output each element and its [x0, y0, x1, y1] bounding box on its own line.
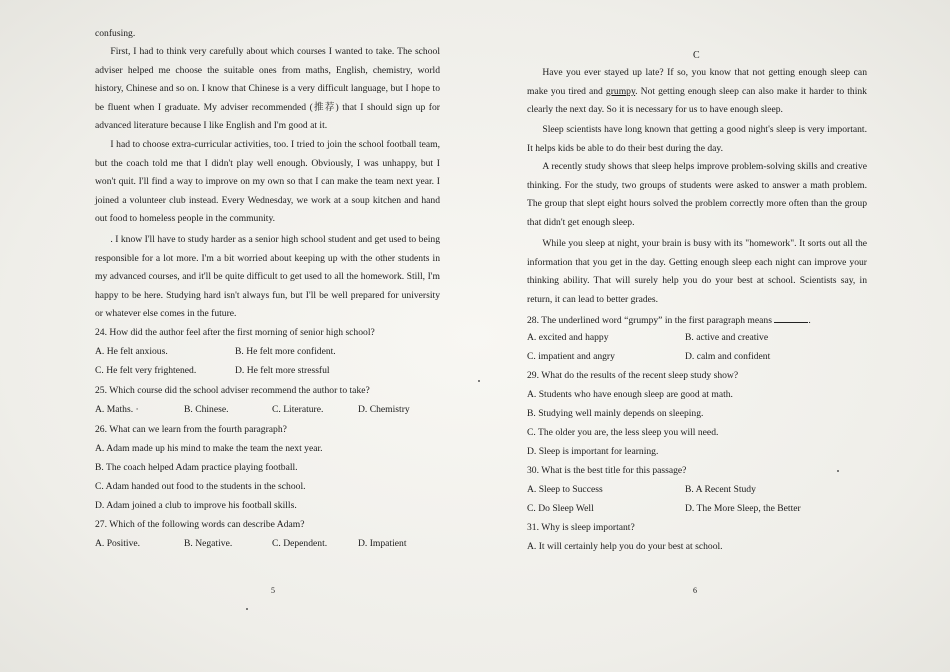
- top-fragment: confusing.: [95, 28, 136, 39]
- question-30: 30. What is the best title for this passage?: [527, 465, 687, 476]
- option-24c: C. He felt very frightened.: [95, 365, 197, 376]
- question-28-stem: 28. The underlined word “grumpy” in the first paragraph means: [527, 315, 772, 326]
- option-24d: D. He felt more stressful: [235, 365, 330, 376]
- option-25b: B. Chinese.: [184, 404, 229, 415]
- paragraph-homework: While you sleep at night, your brain is busy with its "homework". It sorts out all the information that you get in the day. Getting enough sleep each night can improve your thinking ability. That will surely help you do your best at school. Scientists say, in return, it can lead to better grades.: [527, 238, 867, 305]
- option-30a: A. Sleep to Success: [527, 484, 603, 495]
- option-28a: A. excited and happy: [527, 332, 609, 343]
- option-28c: C. impatient and angry: [527, 351, 615, 362]
- option-31a: A. It will certainly help you do your best at school.: [527, 541, 723, 552]
- question-31: 31. Why is sleep important?: [527, 522, 635, 533]
- scan-speck: [837, 470, 839, 472]
- paragraph-intro: [527, 64, 867, 120]
- option-25c: C. Literature.: [272, 404, 324, 415]
- paragraph-study: A recently study shows that sleep helps improve problem-solving skills and creative thinking. For the study, two groups of students were asked to answer a math problem. The group that slept eight hours solved the problem correctly more often than the group that didn't get enough sleep.: [527, 161, 867, 228]
- underlined-word: grumpy: [605, 85, 636, 97]
- option-30b: B. A Recent Study: [685, 484, 756, 495]
- section-letter: C: [693, 50, 700, 61]
- option-30c: C. Do Sleep Well: [527, 503, 594, 514]
- option-25a: A. Maths. ·: [95, 404, 139, 415]
- paragraph-activities: I had to choose extra-curricular activities, too. I tried to join the school football team, but the coach told me that I didn't play well enough. Obviously, I was unhappy, but I won't quit. I'll find a way to improve on my own so that I can make the team next year. I joined a volunteer club instead. Every Wednesday, we work at a soup kitchen and hand out food to homeless people in the community.: [95, 139, 440, 225]
- option-26c: C. Adam handed out food to the students in the school.: [95, 481, 306, 492]
- paragraph-scientists: Sleep scientists have long known that getting a good night's sleep is very important. It helps kids be able to do their best during the day.: [527, 124, 867, 154]
- option-24b: B. He felt more confident.: [235, 346, 336, 357]
- question-25: 25. Which course did the school adviser recommend the author to take?: [95, 385, 370, 396]
- scan-speck: [478, 380, 480, 382]
- page-number-right: 6: [693, 586, 697, 595]
- option-27a: A. Positive.: [95, 538, 141, 549]
- option-29d: D. Sleep is important for learning.: [527, 446, 659, 457]
- paragraph-courses: First, I had to think very carefully about which courses I wanted to take. The school adviser helped me choose the suitable ones from maths, English, chemistry, world history, Chinese and so on. I know that Chinese is a very difficult language, but I hope to be fluent when I graduate. My adviser recommended (推荐) that I should sign up for advanced literature because I like English and I'm good at it.: [95, 46, 440, 132]
- option-29c: C. The older you are, the less sleep you will need.: [527, 427, 719, 438]
- option-28b: B. active and creative: [685, 332, 769, 343]
- question-28: [527, 313, 811, 327]
- option-28d: D. calm and confident: [685, 351, 771, 362]
- question-24: 24. How did the author feel after the first morning of senior high school?: [95, 327, 375, 338]
- option-26b: B. The coach helped Adam practice playing football.: [95, 462, 298, 473]
- question-29: 29. What do the results of the recent sleep study show?: [527, 370, 739, 381]
- question-26: 26. What can we learn from the fourth paragraph?: [95, 424, 287, 435]
- page-number-left: 5: [271, 586, 275, 595]
- scan-speck: [246, 608, 248, 610]
- answer-blank: [774, 313, 808, 323]
- paragraph-study-harder: . I know I'll have to study harder as a senior high school student and get used to being responsible for a lot more. I'm a bit worried about keeping up with the other students in my advanced courses, and it'll be quite difficult to get used to all the homework. Still, I'm happy to be here. Studying hard isn't always fun, but I'll be well prepared for university or whatever else comes in the future.: [95, 234, 440, 320]
- option-27b: B. Negative.: [184, 538, 233, 549]
- option-27c: C. Dependent.: [272, 538, 328, 549]
- option-27d: D. Impatient: [358, 538, 407, 549]
- question-27: 27. Which of the following words can describe Adam?: [95, 519, 305, 530]
- option-26a: A. Adam made up his mind to make the team the next year.: [95, 443, 323, 454]
- intro-text-2: . Not getting enough sleep can also make it harder to think clearly the next day. So it is necessary for us to have enough sleep.: [527, 85, 867, 116]
- option-29b: B. Studying well mainly depends on sleeping.: [527, 408, 704, 419]
- option-30d: D. The More Sleep, the Better: [685, 503, 801, 514]
- intro-text-1: Have you ever stayed up late? If so, you know that not getting enough sleep can make you tired and: [527, 67, 867, 97]
- option-25d: D. Chemistry: [358, 404, 410, 415]
- question-28-end: .: [808, 315, 811, 326]
- option-24a: A. He felt anxious.: [95, 346, 168, 357]
- option-26d: D. Adam joined a club to improve his football skills.: [95, 500, 297, 511]
- option-29a: A. Students who have enough sleep are good at math.: [527, 389, 733, 400]
